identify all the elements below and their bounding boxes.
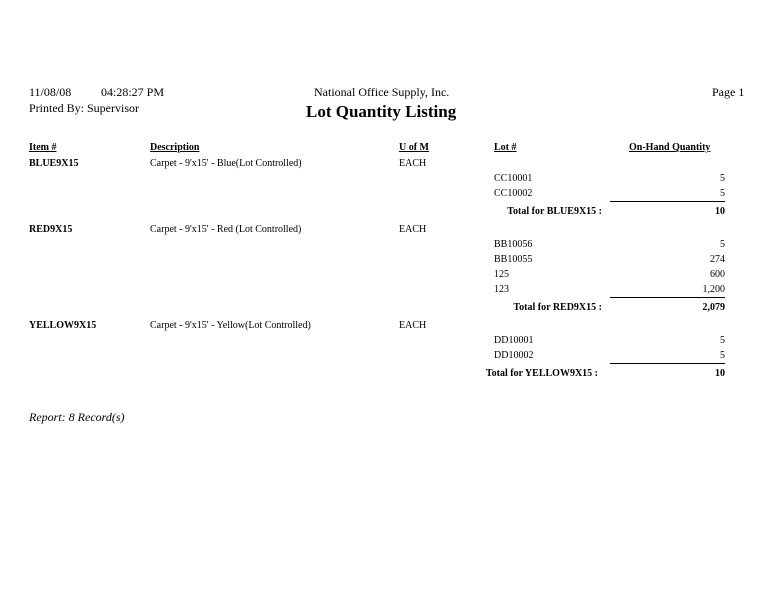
lot-quantity: 5 [720, 239, 725, 250]
report-time: 04:28:27 PM [101, 85, 165, 99]
item-description: Carpet - 9'x15' - Red (Lot Controlled) [150, 224, 302, 235]
column-header-lot: Lot # [494, 142, 517, 153]
column-header-qty: On-Hand Quantity [629, 142, 711, 153]
column-header-item: Item # [29, 142, 57, 153]
lot-number: 125 [494, 269, 509, 280]
item-number: BLUE9X15 [29, 158, 79, 169]
group-total-label: Total for YELLOW9X15 : [485, 368, 598, 379]
item-uom: EACH [399, 320, 427, 331]
group-total-label: Total for BLUE9X15 : [507, 206, 602, 217]
lot-number: 123 [494, 284, 509, 295]
report-title: Lot Quantity Listing [306, 102, 457, 121]
lot-quantity: 1,200 [702, 284, 725, 295]
item-uom: EACH [399, 158, 427, 169]
lot-quantity: 5 [720, 335, 725, 346]
page-number: Page 1 [712, 85, 745, 99]
lot-number: DD10002 [494, 350, 534, 361]
item-number: YELLOW9X15 [29, 320, 97, 331]
item-description: Carpet - 9'x15' - Yellow(Lot Controlled) [150, 320, 311, 331]
subtotal-rule [610, 363, 725, 364]
group-total-value: 2,079 [702, 302, 725, 313]
lot-quantity: 600 [710, 269, 725, 280]
lot-quantity: 5 [720, 350, 725, 361]
item-description: Carpet - 9'x15' - Blue(Lot Controlled) [150, 158, 302, 169]
record-count: Report: 8 Record(s) [29, 410, 125, 424]
lot-quantity: 5 [720, 188, 725, 199]
item-uom: EACH [399, 224, 427, 235]
group-total-label: Total for RED9X15 : [513, 302, 602, 313]
printed-by: Printed By: Supervisor [29, 101, 139, 115]
item-number: RED9X15 [29, 224, 73, 235]
lot-number: CC10002 [494, 188, 533, 199]
lot-number: BB10056 [494, 239, 533, 250]
lot-quantity: 5 [720, 173, 725, 184]
subtotal-rule [610, 201, 725, 202]
lot-number: BB10055 [494, 254, 533, 265]
column-header-description: Description [150, 142, 200, 153]
lot-number: CC10001 [494, 173, 533, 184]
subtotal-rule [610, 297, 725, 298]
group-total-value: 10 [715, 206, 725, 217]
report-date: 11/08/08 [29, 85, 72, 99]
company-name: National Office Supply, Inc. [314, 85, 450, 99]
group-total-value: 10 [715, 368, 725, 379]
lot-number: DD10001 [494, 335, 534, 346]
lot-quantity: 274 [710, 254, 725, 265]
column-header-uom: U of M [399, 142, 429, 153]
